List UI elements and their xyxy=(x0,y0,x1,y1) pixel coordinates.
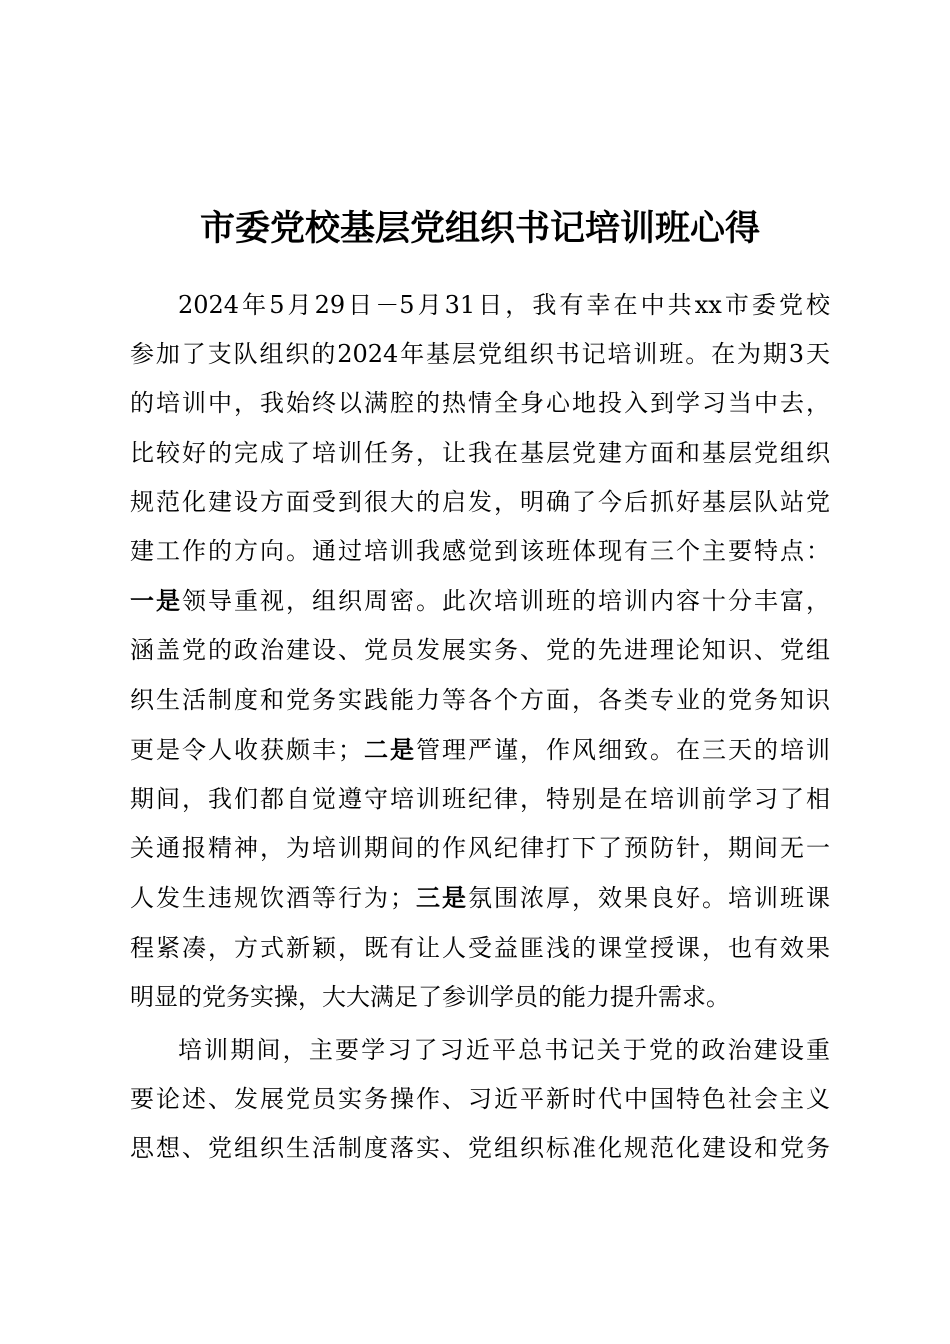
text-segment: 氛围浓厚，效果良好。培训班课 xyxy=(468,884,830,913)
text-segment: 管理严谨，作风细致。在三天的培训 xyxy=(416,735,830,764)
emphasis-first: 一是 xyxy=(130,586,182,616)
text-line: 规范化建设方面受到很大的启发，明确了今后抓好基层队站党 xyxy=(130,487,830,516)
text-line xyxy=(130,725,830,775)
text-line: 思想、党组织生活制度落实、党组织标准化规范化建设和党务 xyxy=(130,1134,830,1163)
text-segment: 人发生违规饮酒等行为； xyxy=(130,884,414,913)
text-line: 关通报精神，为培训期间的作风纪律打下了预防针，期间无一 xyxy=(130,834,830,863)
paragraph-1 xyxy=(130,281,830,1022)
document-title: 市委党校基层党组织书记培训班心得 xyxy=(199,208,760,249)
text-line: 参加了支队组织的2024年基层党组织书记培训班。在为期3天 xyxy=(130,340,830,369)
text-line: 建工作的方向。通过培训我感觉到该班体现有三个主要特点： xyxy=(130,537,830,566)
text-line: 程紧凑，方式新颖，既有让人受益匪浅的课堂授课，也有效果 xyxy=(130,933,830,962)
text-line: 要论述、发展党员实务操作、习近平新时代中国特色社会主义 xyxy=(130,1085,830,1114)
text-line: 期间，我们都自觉遵守培训班纪律，特别是在培训前学习了相 xyxy=(130,785,830,814)
document-body xyxy=(130,281,830,1174)
document-page xyxy=(130,0,830,1344)
text-line: 明显的党务实操，大大满足了参训学员的能力提升需求。 xyxy=(130,982,730,1011)
paragraph-2 xyxy=(130,1026,830,1174)
text-line: 涵盖党的政治建设、党员发展实务、党的先进理论知识、党组 xyxy=(130,636,830,665)
text-line: 培训期间，主要学习了习近平总书记关于党的政治建设重 xyxy=(178,1036,830,1065)
text-line xyxy=(130,576,830,626)
text-segment: 领导重视，组织周密。此次培训班的培训内容十分丰富， xyxy=(182,587,830,616)
emphasis-third: 三是 xyxy=(414,883,468,913)
text-line: 比较好的完成了培训任务，让我在基层党建方面和基层党组织 xyxy=(130,438,830,467)
text-line: 的培训中，我始终以满腔的热情全身心地投入到学习当中去， xyxy=(130,389,830,418)
emphasis-second: 二是 xyxy=(362,734,416,764)
text-segment: 更是令人收获颇丰； xyxy=(130,735,362,764)
text-line: 织生活制度和党务实践能力等各个方面，各类专业的党务知识 xyxy=(130,685,830,714)
text-line xyxy=(130,873,830,923)
text-line: 2024年5月29日－5月31日，我有幸在中共xx市委党校 xyxy=(178,291,830,319)
